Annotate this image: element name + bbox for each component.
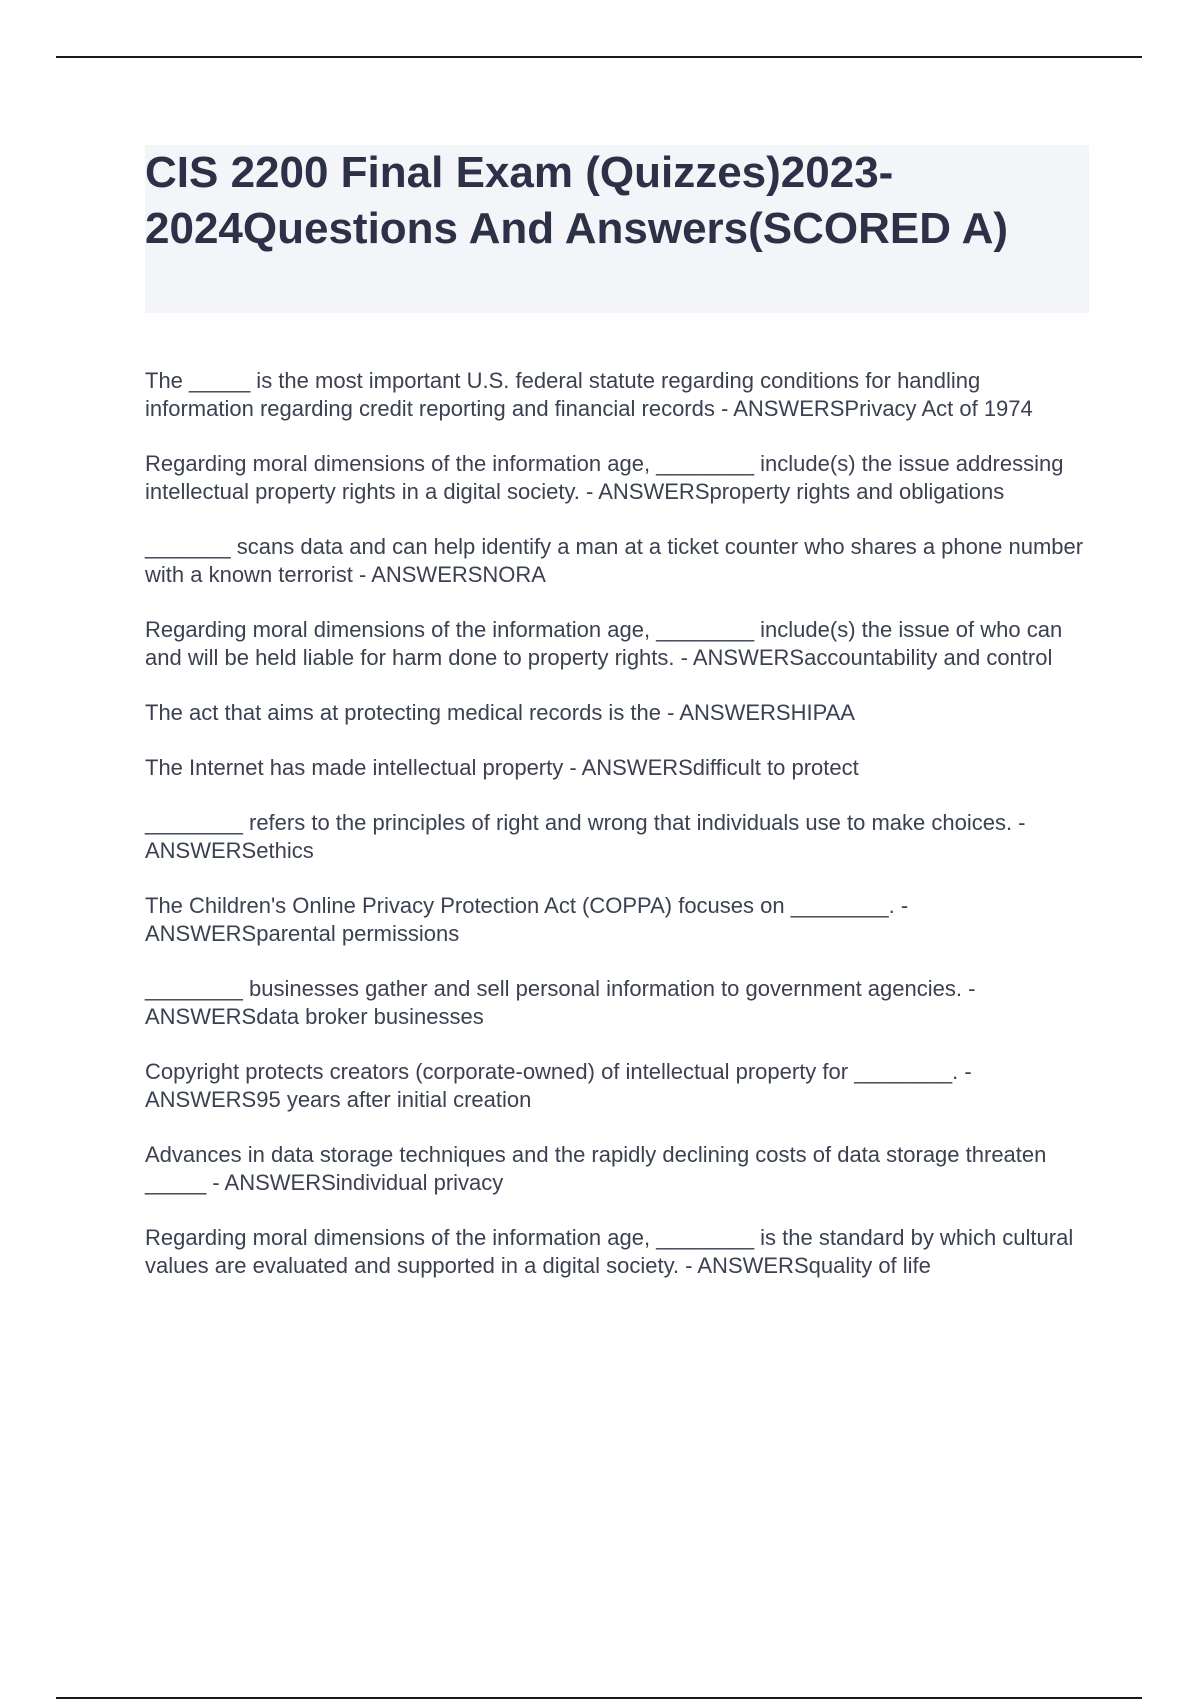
qa-item: _______ scans data and can help identify a man at a ticket counter who shares a phone number with a known terrorist - ANSWERSNORA — [145, 534, 1084, 587]
qa-item: ________ refers to the principles of right and wrong that individuals use to make choices. - ANSWERSethics — [145, 810, 1026, 863]
qa-item: The Children's Online Privacy Protection Act (COPPA) focuses on ________. - ANSWERSparental permissions — [145, 893, 909, 946]
qa-item: Regarding moral dimensions of the information age, ________ include(s) the issue addressing intellectual property rights in a digital society. - ANSWERSproperty rights and obligations — [145, 451, 1064, 504]
qa-item: ________ businesses gather and sell personal information to government agencies. - ANSWERSdata broker businesses — [145, 976, 976, 1029]
title-block — [145, 145, 1089, 313]
qa-item: The _____ is the most important U.S. federal statute regarding conditions for handling information regarding credit reporting and financial records - ANSWERSPrivacy Act of 1974 — [145, 368, 1033, 421]
document-title: CIS 2200 Final Exam (Quizzes)2023-2024Questions And Answers(SCORED A) — [145, 148, 1009, 253]
qa-list — [145, 367, 1089, 1307]
top-rule — [56, 56, 1142, 58]
qa-item: Regarding moral dimensions of the information age, ________ is the standard by which cultural values are evaluated and supported in a digital society. - ANSWERSquality of life — [145, 1225, 1074, 1278]
qa-item: Advances in data storage techniques and the rapidly declining costs of data storage threaten _____ - ANSWERSindividual privacy — [145, 1142, 1047, 1195]
qa-item: The act that aims at protecting medical records is the - ANSWERSHIPAA — [145, 700, 855, 725]
qa-item: Copyright protects creators (corporate-owned) of intellectual property for ________. - ANSWERS95 years after initial creation — [145, 1059, 972, 1112]
qa-item: Regarding moral dimensions of the information age, ________ include(s) the issue of who can and will be held liable for harm done to property rights. - ANSWERSaccountability and control — [145, 617, 1063, 670]
qa-item: The Internet has made intellectual property - ANSWERSdifficult to protect — [145, 755, 859, 780]
bottom-rule — [56, 1697, 1142, 1699]
